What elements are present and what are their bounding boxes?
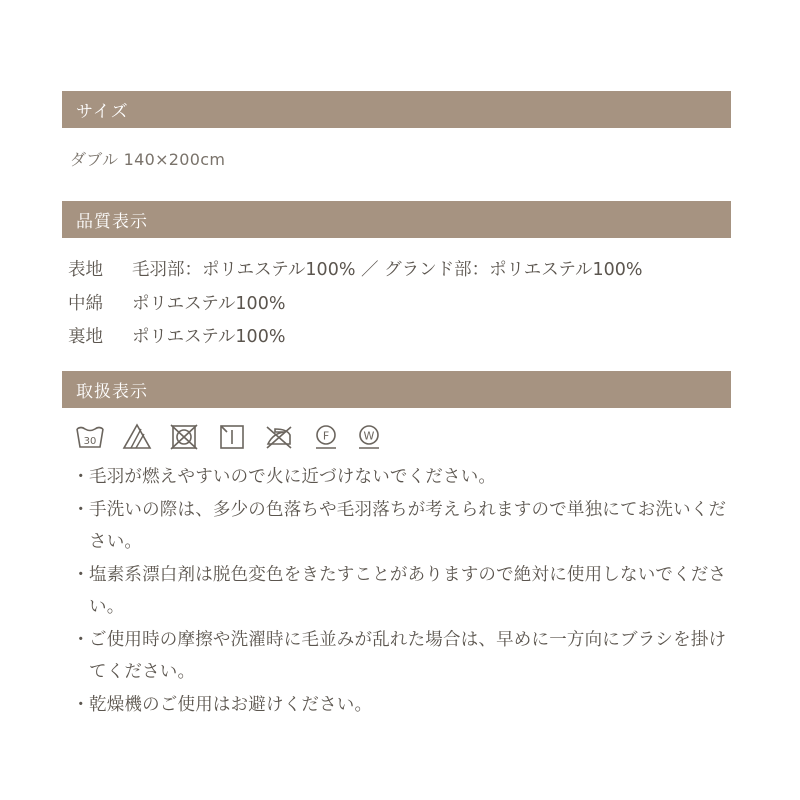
no-iron-icon — [263, 423, 295, 451]
size-section-header — [62, 91, 731, 128]
care-note-text: 塩素系漂白剤は脱色変色をきたすことがありますので絶対に使用しないでください。 — [89, 564, 727, 617]
quality-row-label: 中綿 — [68, 294, 103, 314]
bullet: ・ — [72, 564, 90, 585]
care-notes-list — [72, 461, 742, 721]
wet-clean-letter: W — [363, 429, 375, 443]
no-tumble-dry-icon — [169, 423, 199, 451]
care-note — [72, 624, 742, 689]
quality-row-backing — [68, 323, 285, 348]
wash-30-icon — [75, 423, 105, 451]
dry-clean-letter: F — [322, 429, 330, 443]
wash-temperature-text: 30 — [83, 436, 97, 447]
care-note-text: 毛羽が燃えやすいので火に近づけないでください。 — [89, 467, 497, 487]
quality-row-filling — [68, 290, 285, 315]
care-note — [72, 494, 742, 559]
dry-clean-f-icon — [312, 423, 340, 451]
bullet: ・ — [72, 694, 90, 715]
line-dry-icon — [217, 423, 247, 451]
care-section-title: 取扱表示 — [76, 382, 148, 402]
size-value: ダブル 140×200cm — [70, 150, 226, 169]
bullet: ・ — [72, 467, 90, 487]
bullet: ・ — [72, 499, 90, 520]
quality-row-label: 裏地 — [68, 327, 103, 347]
care-note-text: 手洗いの際は、多少の色落ちや毛羽落ちが考えられますので単独にてお洗いください。 — [89, 499, 727, 552]
quality-section-title: 品質表示 — [76, 212, 148, 232]
care-note-text: ご使用時の摩擦や洗濯時に毛並みが乱れた場合は、早めに一方向にブラシを掛けてください。 — [89, 629, 727, 682]
quality-row-value: ポリエステル100% — [132, 294, 286, 314]
wet-clean-w-icon — [355, 423, 383, 451]
care-note — [72, 689, 742, 722]
size-section-title: サイズ — [76, 102, 129, 122]
quality-row-surface — [68, 256, 643, 281]
quality-section-header — [62, 201, 731, 238]
no-chlorine-bleach-icon — [122, 423, 152, 451]
care-section-header — [62, 371, 731, 408]
care-note — [72, 559, 742, 624]
quality-row-value: ポリエステル100% — [132, 327, 286, 347]
care-note-text: 乾燥機のご使用はお避けください。 — [89, 694, 373, 715]
quality-row-value: 毛羽部：ポリエステル100% ／ グランド部：ポリエステル100% — [132, 260, 643, 280]
quality-row-label: 表地 — [68, 260, 103, 280]
care-note — [72, 461, 742, 494]
bullet: ・ — [72, 629, 90, 650]
